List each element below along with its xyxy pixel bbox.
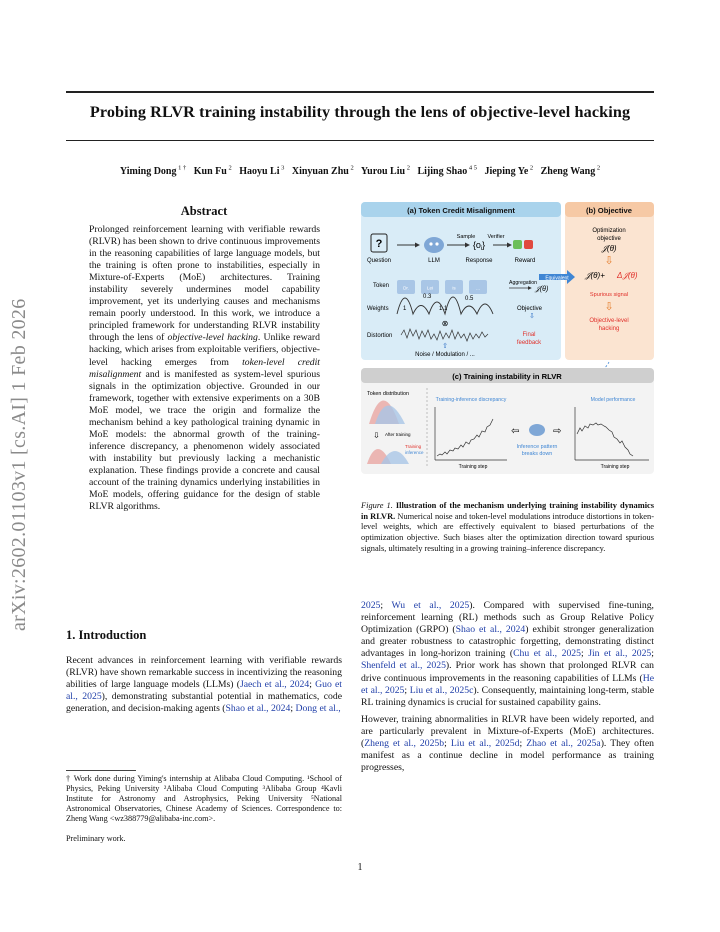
citation-link[interactable]: Zheng et al., 2025b xyxy=(364,738,445,750)
w4: 0.5 xyxy=(465,296,474,302)
label-training-step-2: Training step xyxy=(600,464,630,470)
right-paragraph-1: 2025; Wu et al., 2025). Compared with supervised fine-tuning, reinforcement learning (RL) methods such as Group Relative Policy Optimization (GRPO) (Shao et al., 2024) exhibit stronger generalization and greater robustness to catastrophic forgetting, demonstrating distinct advantages in long-horizon training (Chu et al., 2025; Jin et al., 2025; Shenfeld et al., 2025). Prior work has shown that prolonged RLVR can drive continuous improvements in the reasoning capabilities of LLMs (He et al., 2025; Liu et al., 2025c). Consequently, maintaining long-term, stable RL training dynamics is crucial for sustained capability gains. xyxy=(361,600,655,708)
token-label: ... xyxy=(476,285,480,291)
label-inference: inference xyxy=(405,450,424,455)
otimes-icon: ⊗ xyxy=(441,319,449,328)
label-token-distribution: Token distribution xyxy=(367,391,409,397)
robot-icon-2 xyxy=(529,424,545,436)
label-question: Question xyxy=(366,258,392,264)
citation-link[interactable]: Chu et al., 2025 xyxy=(513,648,581,660)
citation-link[interactable]: Shenfeld et al., 2025 xyxy=(361,660,446,672)
label-opt-obj-1: Optimization xyxy=(592,228,626,234)
caption-label: Figure 1. xyxy=(361,501,393,510)
up-arrow-icon: ⇧ xyxy=(442,343,448,350)
author-name: Zheng Wang $^2$ xyxy=(540,165,601,178)
author-affiliation: 2 xyxy=(348,165,354,172)
paper-title: Probing RLVR training instability through the lens of objective-level hacking xyxy=(89,103,631,121)
emphasis: objective-level hacking xyxy=(167,332,258,344)
label-noise: Noise / Modulation / ... xyxy=(415,352,475,358)
label-obj-hack-2: hacking xyxy=(598,326,620,332)
section-heading: 1. Introduction xyxy=(66,628,147,642)
author-name: Yurou Liu $^2$ xyxy=(360,165,410,178)
citation-link[interactable]: Liu et al., 2025c xyxy=(409,684,474,696)
citation-link[interactable]: 2025 xyxy=(361,600,381,611)
label-spurious: Spurious signal xyxy=(589,292,629,298)
label-ip-1: Inference pattern xyxy=(516,444,558,450)
author-affiliation: 2 xyxy=(226,165,232,172)
author-affiliation: 3 xyxy=(279,165,285,172)
abstract-heading: Abstract xyxy=(180,204,228,218)
panel-c-title: (c) Training instability in RLVR xyxy=(452,372,562,381)
title-top-rule xyxy=(66,91,654,93)
label-equivalent: Equivalent xyxy=(545,275,569,282)
token-label: is xyxy=(452,285,456,291)
intro-paragraph: Recent advances in reinforcement learning with verifiable rewards (RLVR) have shown remarkable success in incentivizing the reasoning abilities of large language models (LLMs) (Jaech et al., 2024; Guo et al., 2025), demonstrating substantial potential in mathematics, code generation, and decision-making agents (Shao et al., 2024; Dong et al., xyxy=(66,655,342,715)
label-response: Response xyxy=(465,258,493,264)
label-weights: Weights xyxy=(367,306,389,312)
caption-rest: Numerical noise and token-level modulations introduce distortions in token-level weights, which are effectively equivalent to biased perturbations of the optimization objective. Such biases alter the optimization direction toward spurious signals, ultimately resulting in a growing training–inference discrepancy. xyxy=(361,511,654,553)
footnote: † Work done during Yiming's internship at Alibaba Cloud Computing. ¹School of Physics, Peking University ²Alibaba Cloud Computing ³Alibaba Group ⁴Kavli Institute for Astronomy and Astrophysics, Peking University ⁵National Astronomical Observatories, Chinese Academy of Sciences. Correspondence to: Zheng Wang <wz388779@alibaba-inc.com>. xyxy=(66,774,342,823)
citation-link[interactable]: Jin et al., 2025 xyxy=(588,648,652,660)
label-verifier: Verifier xyxy=(487,234,505,240)
down-arrow-orange-icon: ⇩ xyxy=(604,255,614,267)
llm-robot-icon xyxy=(424,237,444,253)
w2: 0.3 xyxy=(423,294,432,300)
w3: 1.1 xyxy=(439,306,448,312)
panel-a-title: (a) Token Credit Misalignment xyxy=(407,206,515,215)
author-name: Xinyuan Zhu $^2$ xyxy=(291,165,354,178)
citation-link[interactable]: Shao et al., 2024 xyxy=(455,624,526,636)
label-distortion: Distortion xyxy=(367,333,393,339)
author-affiliation: 4 5 xyxy=(467,165,477,172)
down-arrow-orange-icon-2: ⇩ xyxy=(604,301,614,313)
label-aggregation: Aggregation xyxy=(509,280,537,286)
label-sample: Sample xyxy=(456,234,476,240)
question-mark-icon: ? xyxy=(375,238,383,250)
label-ip-2: breaks down xyxy=(521,451,553,457)
label-opt-obj-2: objective xyxy=(597,236,621,242)
label-after-training: After training xyxy=(385,432,411,437)
left-arrow-icon: ⇦ xyxy=(511,426,520,437)
arxiv-stamp-text: arXiv:2602.01103v1 [cs.AI] 1 Feb 2026 xyxy=(8,298,30,632)
label-obj-hack-1: Objective-level xyxy=(589,318,629,324)
footnote-rule xyxy=(66,770,136,771)
token-label: Dr. xyxy=(403,285,409,291)
abstract-body: Prolonged reinforcement learning with verifiable rewards (RLVR) has been shown to drive continuous improvements in the reasoning capabilities of large language models, but the training is often prone to instabilities, especially in Mixture-of-Experts (MoE) architectures. Training instability severely undermines model capability improvement, yet its underlying causes and mechanisms remain poorly understood. In this work, we introduce a principled framework for understanding RLVR instability through the lens of objective-level hacking. Unlike reward hacking, which arises from exploitable verifiers, objective-level hacking emerges from token-level credit misalignment and is manifested as system-level spurious signals in the optimization objective. Grounded in our framework, together with extensive experiments on a 30B MoE model, we trace the origin and formalize the mechanism behind a key pathological training dynamic in MoE models: the abnormal growth of the training-inference discrepancy, a phenomenon widely associated with instability but previously lacking a mechanistic explanation. These findings provide a concrete and causal account of the training dynamics underlying instabilities in MoE models, offering guidance for the design of stable RLVR algorithms. xyxy=(89,224,320,513)
citation-link[interactable]: Wu et al., 2025 xyxy=(391,600,470,611)
preliminary-note: Preliminary work. xyxy=(66,834,126,843)
label-J: 𝒥(θ) xyxy=(535,286,549,293)
author-name: Kun Fu $^2$ xyxy=(193,165,232,178)
arxiv-stamp xyxy=(8,265,52,665)
citation-link[interactable]: Zhao et al., 2025a xyxy=(526,738,601,750)
figure-1 xyxy=(361,202,654,474)
panel-b-bg xyxy=(565,202,654,360)
right-arrow-icon: ⇨ xyxy=(553,426,562,437)
emphasis: token-level credit misalignment xyxy=(89,356,320,380)
label-objective: Objective xyxy=(517,306,543,312)
w1: 1 xyxy=(403,306,407,312)
down-arrow-icon: ⇩ xyxy=(529,313,535,320)
token-label: Lei xyxy=(426,285,434,291)
down-arrow-icon-2: ⇩ xyxy=(373,431,380,440)
label-tid: Training-inference discrepancy xyxy=(435,397,507,403)
author-affiliation: 2 xyxy=(405,165,410,172)
caption-bold: Illustration of the mechanism underlying training instability dynamics in RLVR. xyxy=(361,501,655,521)
label-llm: LLM xyxy=(428,258,440,264)
right-paragraph-2: However, training abnormalities in RLVR have been widely reported, and are particularly prevalent in Mixture-of-Experts (MoE) architectures. (Zheng et al., 2025b; Liu et al., 2025d; Zhao et al., 2025a). They often manifest as a continue decline in model performance as training progresses, xyxy=(361,713,655,774)
check-icon xyxy=(513,240,522,249)
author-affiliation: 2 xyxy=(595,165,601,172)
label-model-perf: Model performance xyxy=(590,397,636,403)
label-delta-J: Δ𝒥(θ) xyxy=(617,271,638,280)
author-list xyxy=(66,165,654,177)
panel-b-title: (b) Objective xyxy=(586,206,632,215)
label-J-plus: 𝒥(θ)+ xyxy=(585,271,605,280)
citation-link[interactable]: Guo et al., 2025 xyxy=(66,679,342,703)
page-number: 1 xyxy=(357,862,363,873)
author-affiliation: 1 † xyxy=(176,165,187,172)
author-name: Jieping Ye $^2$ xyxy=(484,165,534,178)
author-name: Haoyu Li $^3$ xyxy=(239,165,285,178)
label-training-step-1: Training step xyxy=(458,464,488,470)
citation-link[interactable]: Shao et al., 2024 xyxy=(225,703,291,715)
citation-link[interactable]: He et al., 2025 xyxy=(361,672,654,696)
figure-caption xyxy=(361,501,654,555)
right-column-text xyxy=(361,600,654,774)
author-name: Lijing Shao $^{4 5}$ xyxy=(417,165,477,178)
cross-icon xyxy=(524,240,533,249)
citation-link[interactable]: Liu et al., 2025d xyxy=(450,738,520,750)
label-final-feedback-2: feedback xyxy=(516,340,542,346)
title-bottom-rule xyxy=(66,140,654,141)
label-training: Training xyxy=(405,444,422,449)
label-reward: Reward xyxy=(514,258,536,264)
citation-link[interactable]: Jaech et al., 2024 xyxy=(239,679,310,691)
author-affiliation: 2 xyxy=(528,165,534,172)
label-J-b: 𝒥(θ) xyxy=(601,244,617,253)
label-oi: $\{o_i\}$ xyxy=(472,240,486,252)
author-name: Yiming Dong $^{1 \dagger}$ xyxy=(119,165,187,178)
label-token: Token xyxy=(373,283,390,289)
citation-link[interactable]: Dong et al., xyxy=(295,703,341,715)
label-final-feedback-1: Final xyxy=(522,332,536,338)
